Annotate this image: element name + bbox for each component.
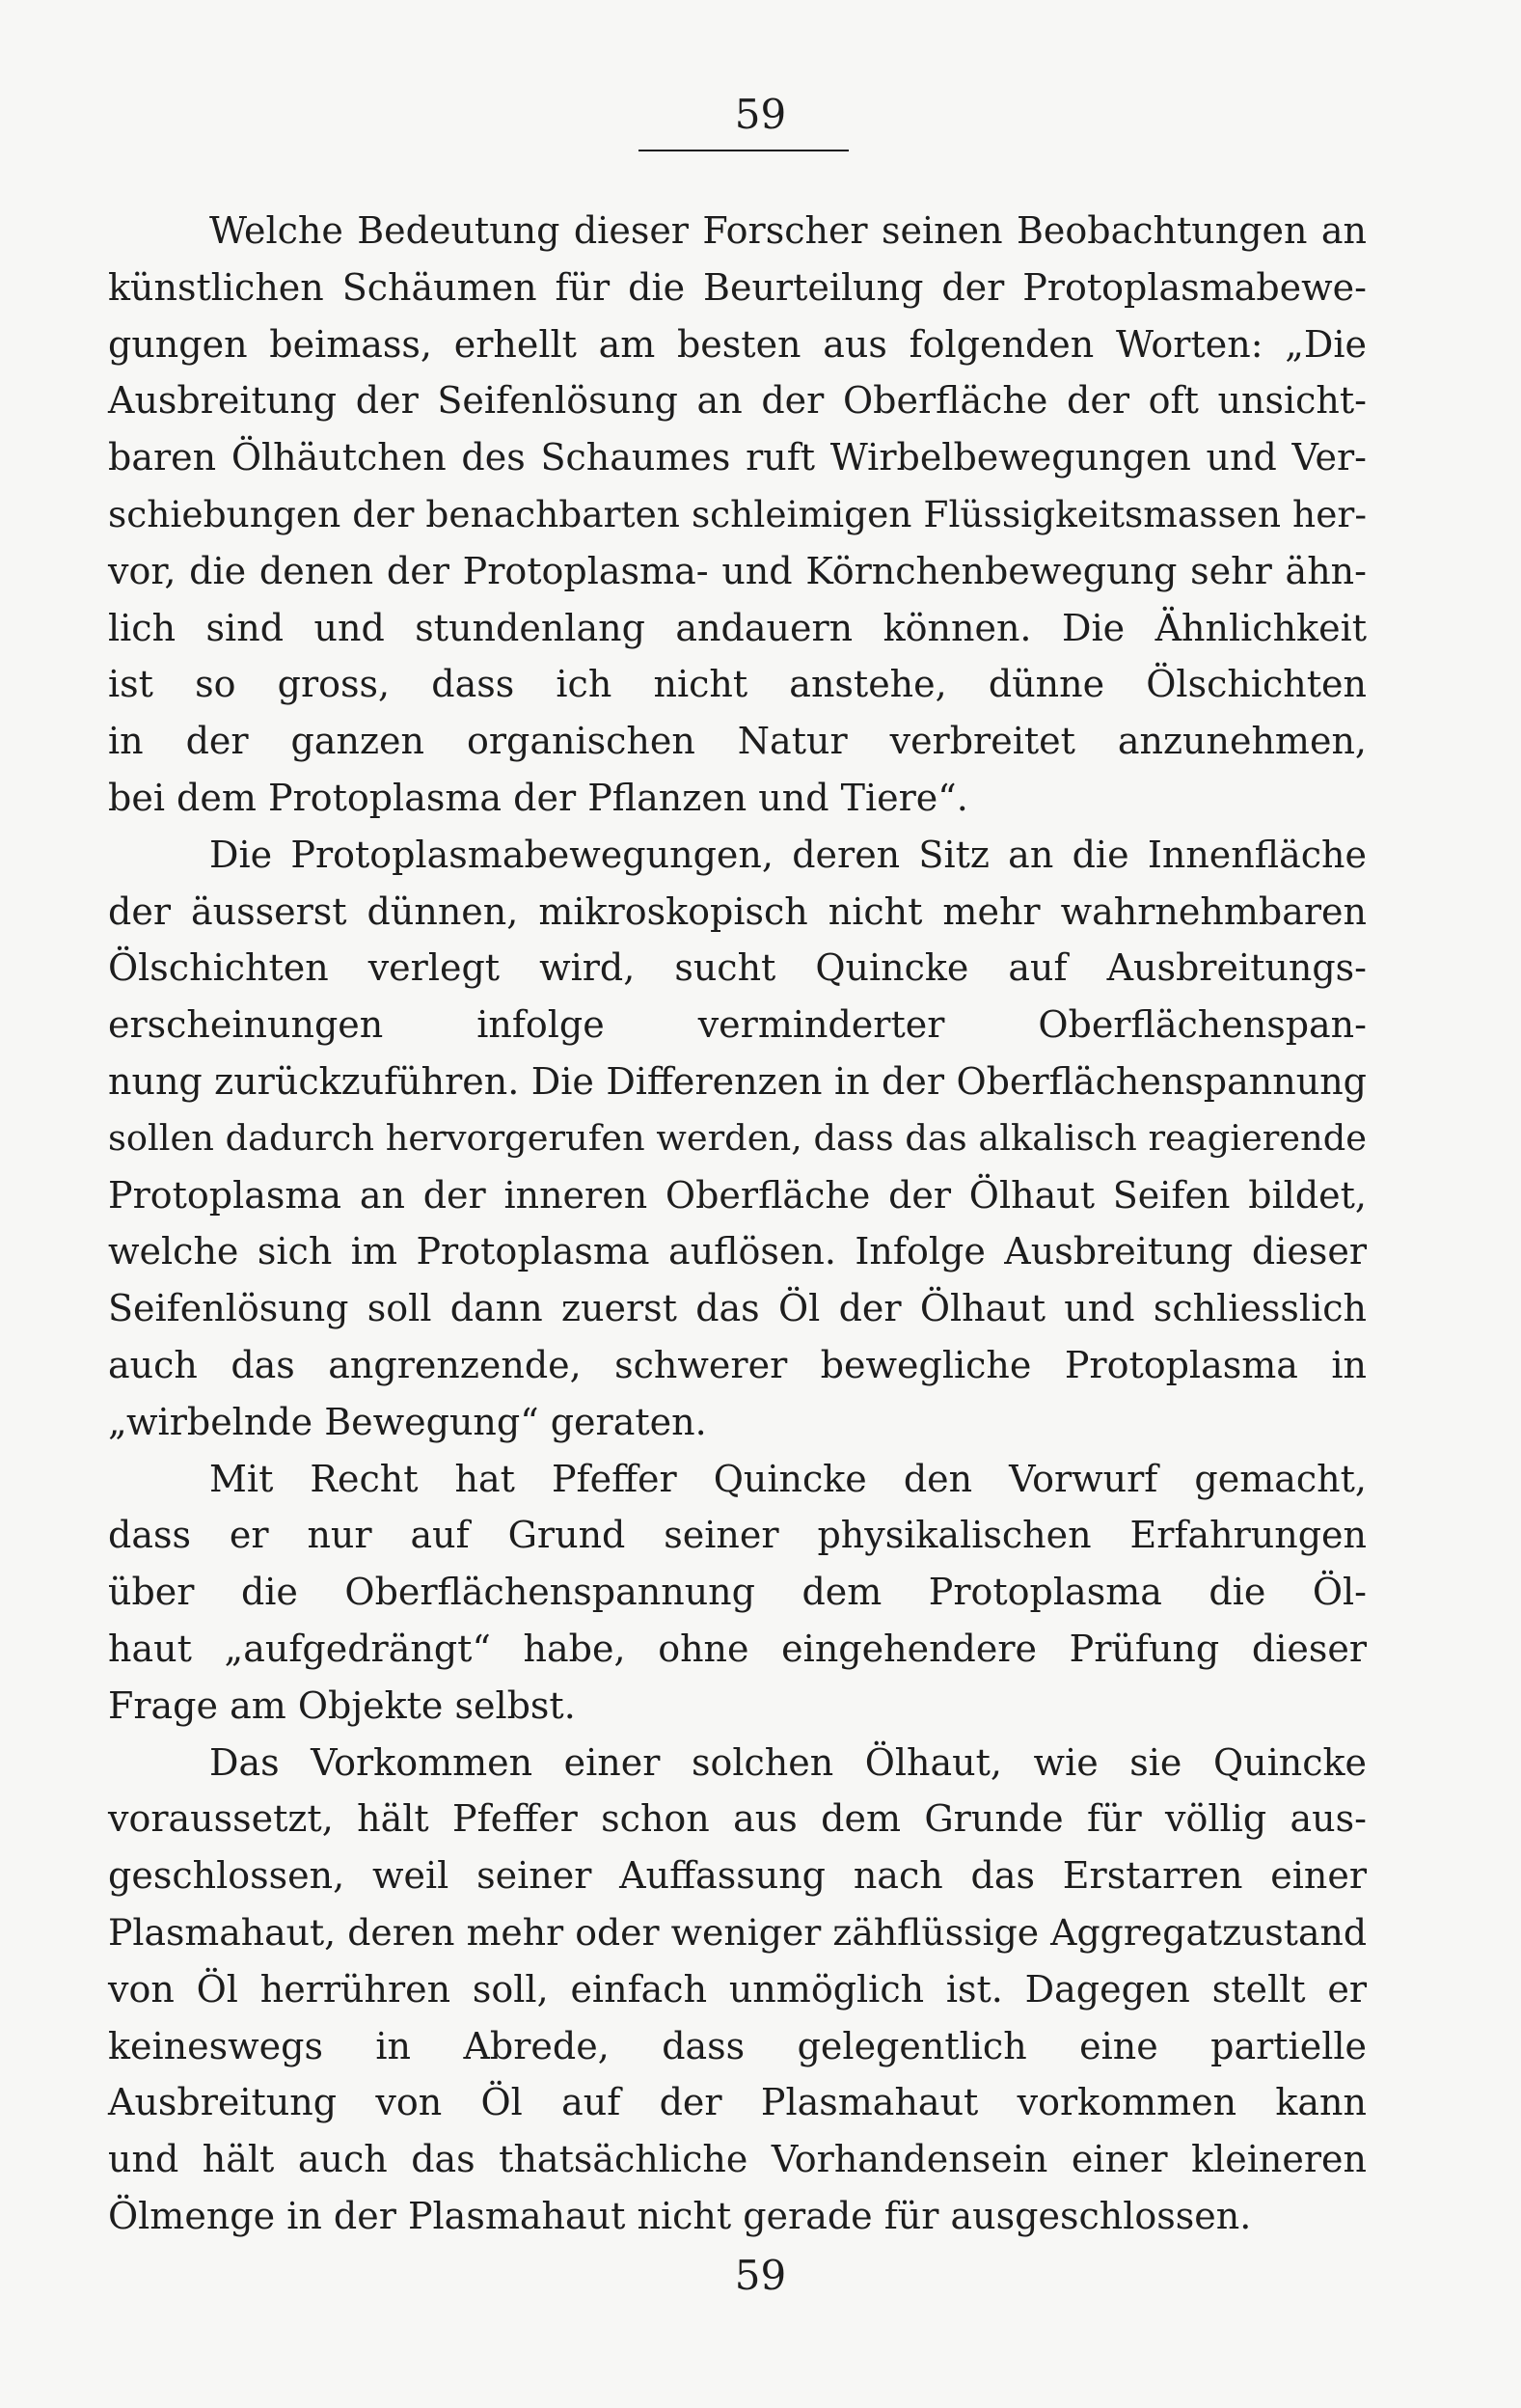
text-line: dass er nur auf Grund seiner physikalischen Erfahrungen [108, 1514, 1367, 1557]
text-line: Plasmahaut, deren mehr oder weniger zähflüssige Aggregatzustand [108, 1910, 1367, 1954]
text-line: lich sind und stundenlang andauern können. Die Ähnlichkeit [108, 606, 1367, 649]
text-line: haut „aufgedrängt“ habe, ohne eingehendere Prüfung dieser [108, 1627, 1367, 1670]
text-line: baren Ölhäutchen des Schaumes ruft Wirbelbewegungen und Ver- [108, 436, 1367, 479]
text-line: von Öl herrühren soll, einfach unmöglich ist. Dagegen stellt er [108, 1967, 1367, 2011]
text-line: Seifenlösung soll dann zuerst das Öl der Ölhaut und schliesslich [108, 1287, 1367, 1330]
text-line: in der ganzen organischen Natur verbreitet anzunehmen, [108, 720, 1367, 763]
text-line: schiebungen der benachbarten schleimigen Flüssigkeitsmassen her- [108, 492, 1367, 535]
text-line: sollen dadurch hervorgerufen werden, dass das alkalisch reagierende [108, 1116, 1367, 1159]
header-rule [638, 150, 849, 151]
text-line: Welche Bedeutung dieser Forscher seinen Beobachtungen an [209, 209, 1367, 252]
text-line: keineswegs in Abrede, dass gelegentlich eine partielle [108, 2024, 1367, 2067]
text-line: Die Protoplasmabewegungen, deren Sitz an die Innenfläche [209, 833, 1367, 876]
text-line: Frage am Objekte selbst. [108, 1683, 576, 1727]
text-line: gungen beimass, erhellt am besten aus folgenden Worten: „Die [108, 322, 1367, 366]
text-line: Protoplasma an der inneren Oberfläche der Ölhaut Seifen bildet, [108, 1173, 1367, 1217]
text-line: bei dem Protoplasma der Pflanzen und Tiere“. [108, 776, 968, 819]
text-line: vor, die denen der Protoplasma- und Körnchenbewegung sehr ähn- [108, 549, 1367, 592]
text-line: Ölmenge in der Plasmahaut nicht gerade für ausgeschlossen. [108, 2194, 1252, 2237]
body-text [108, 203, 1367, 2245]
text-line: auch das angrenzende, schwerer bewegliche Protoplasma in [108, 1343, 1367, 1386]
text-line: über die Oberflächenspannung dem Protoplasma die Öl- [108, 1571, 1367, 1614]
text-line: künstlichen Schäumen für die Beurteilung der Protoplasmabewe- [108, 265, 1367, 309]
text-line: geschlossen, weil seiner Auffassung nach das Erstarren einer [108, 1854, 1367, 1898]
page-number-footer: 59 [734, 2252, 787, 2299]
text-line: Mit Recht hat Pfeffer Quincke den Vorwurf gemacht, [209, 1457, 1367, 1500]
text-line: nung zurückzuführen. Die Differenzen in der Oberflächenspannung [108, 1059, 1367, 1103]
text-line: Ölschichten verlegt wird, sucht Quincke auf Ausbreitungs- [108, 946, 1367, 990]
page-number-header: 59 [734, 91, 787, 138]
text-line: ist so gross, dass ich nicht anstehe, dünne Ölschichten [108, 663, 1367, 706]
text-line: voraussetzt, hält Pfeffer schon aus dem Grunde für völlig aus- [108, 1797, 1367, 1841]
text-line: und hält auch das thatsächliche Vorhandensein einer kleineren [108, 2138, 1367, 2181]
text-line: erscheinungen infolge verminderter Oberflächenspan- [108, 1003, 1367, 1047]
text-line: Ausbreitung der Seifenlösung an der Oberfläche der oft unsicht- [108, 379, 1367, 423]
text-line: welche sich im Protoplasma auflösen. Infolge Ausbreitung dieser [108, 1230, 1367, 1273]
text-line: Ausbreitung von Öl auf der Plasmahaut vorkommen kann [108, 2081, 1367, 2124]
text-line: „wirbelnde Bewegung“ geraten. [108, 1400, 707, 1443]
text-line: Das Vorkommen einer solchen Ölhaut, wie sie Quincke [209, 1740, 1367, 1784]
text-line: der äusserst dünnen, mikroskopisch nicht mehr wahrnehmbaren [108, 889, 1367, 933]
